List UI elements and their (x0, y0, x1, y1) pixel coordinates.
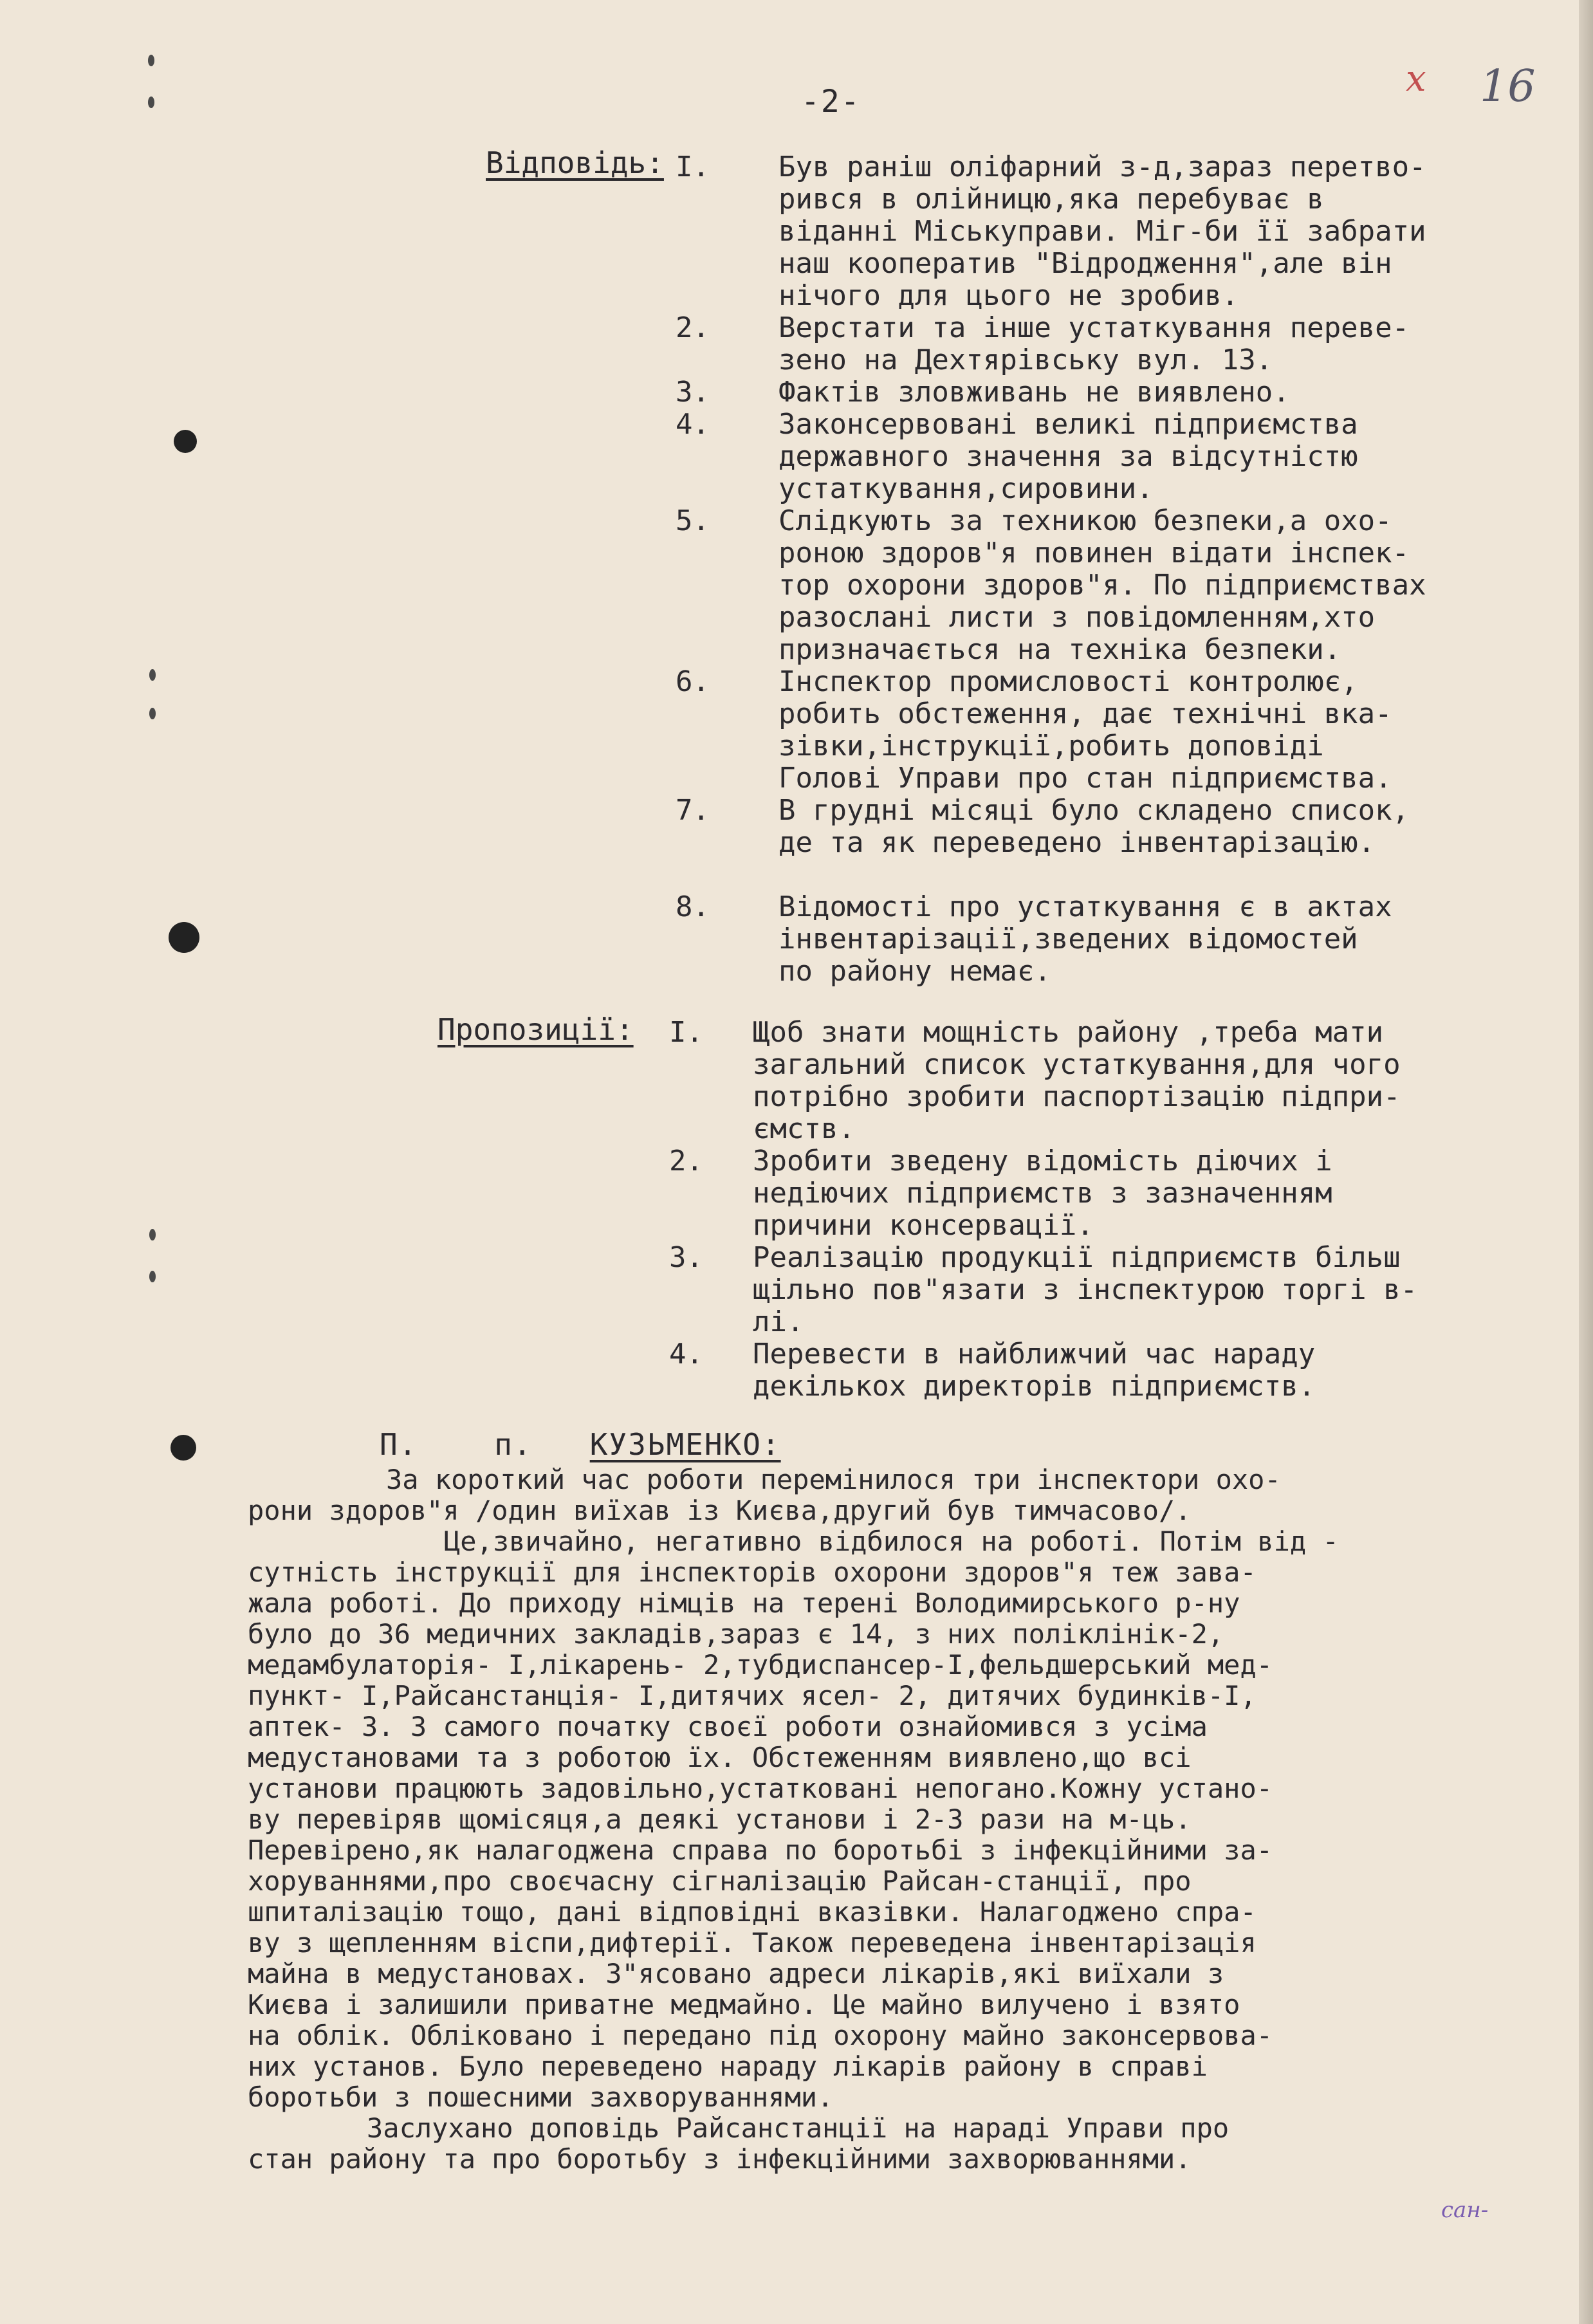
section2-line: ву перевіряв щомісяця,а деякі установи і 2-3 рази на м-ць. (248, 1803, 1192, 1835)
proposals-item-line: Перевести в найближчий час нараду (753, 1338, 1316, 1370)
answers-item-line: зено на Дехтярівську вул. 13. (778, 344, 1273, 376)
answers-item-line: державного значення за відсутністю (778, 440, 1358, 473)
section2-line: ву з щепленням віспи,дифтерії. Також переведена інвентарізація (248, 1927, 1257, 1959)
answers-item-line: робить обстеження, дає технічні вка- (778, 697, 1392, 730)
binding-nick (149, 1229, 156, 1240)
answers-item-line: разослані листи з повідомленням,хто (778, 601, 1376, 634)
answers-item-line: устаткування,сировини. (778, 472, 1154, 505)
section2-line: було до 36 медичних закладів,зараз є 14, з них поліклінік-2, (248, 1618, 1224, 1650)
proposals-item-number: 3. (669, 1241, 703, 1274)
answers-item-number: 6. (676, 665, 710, 698)
answers-item-line: по району немає. (778, 955, 1051, 988)
section2-speaker: КУЗЬМЕНКО: (589, 1427, 781, 1462)
answers-item-line: тор охорони здоров"я. По підприємствах (778, 569, 1426, 602)
section2-line: на облік. Обліковано і передано під охорону майно законсервова- (248, 2020, 1273, 2051)
binding-nick (149, 669, 156, 681)
section2-line: аптек- 3. З самого початку своєї роботи ознайомився з усіма (248, 1711, 1208, 1742)
answers-heading: Відповідь: (486, 145, 664, 180)
section2-prefix: п. (494, 1427, 533, 1462)
proposals-item-line: недіючих підприємств з зазначенням (753, 1177, 1332, 1210)
answers-item-number: 4. (676, 408, 710, 441)
section2-line: За короткий час роботи перемінилося три інспектори охо- (386, 1464, 1281, 1495)
answers-item-line: Фактів зловживань не виявлено. (778, 376, 1290, 409)
section2-line: рони здоров"я /один виїхав із Києва,другий був тимчасово/. (248, 1495, 1192, 1526)
section2-line: майна в медустановах. З"ясовано адреси лікарів,які виїхали з (248, 1958, 1224, 1989)
answers-item-line: нічого для цього не зробив. (778, 279, 1239, 312)
section2-line: Перевірено,як налагоджена справа по боротьбі з інфекційними за- (248, 1834, 1273, 1866)
answers-item-line: зівки,інструкції,робить доповіді (778, 730, 1324, 762)
answers-item-line: Голові Управи про стан підприємства. (778, 762, 1392, 795)
archive-sheet-number: 16 (1480, 61, 1536, 112)
answers-item-number: 3. (676, 376, 710, 409)
section2-line: хоруваннями,про своєчасну сігналізацію Райсан-станції, про (248, 1865, 1192, 1897)
proposals-item-line: причини консервації. (753, 1209, 1094, 1242)
section2-line: сутність інструкції для інспекторів охорони здоров"я теж зава- (248, 1556, 1257, 1588)
proposals-item-line: щільно пов"язати з інспектурою торгі в- (753, 1273, 1418, 1306)
section2-line: жала роботі. До приходу німців на терені Володимирського р-ну (248, 1587, 1240, 1619)
answers-item-line: наш кооператив "Відродження",але він (778, 247, 1392, 280)
binding-nick (149, 1271, 156, 1282)
section2-line: шпиталізацію тощо, дані відповідні вказівки. Налагоджено спра- (248, 1896, 1257, 1928)
section2-line: установи працюють задовільно,устатковані непогано.Кожну устано- (248, 1773, 1273, 1804)
answers-item-number: 2. (676, 311, 710, 344)
section2-line: медамбулаторія- І,лікарень- 2,тубдиспансер-І,фельдшерський мед- (248, 1649, 1273, 1681)
answers-item-line: рився в олійницю,яка перебуває в (778, 183, 1324, 216)
punch-hole (169, 922, 199, 953)
section2-heading (380, 1428, 781, 1461)
section2-line: стан району та про боротьбу з інфекційними захворюваннями. (248, 2143, 1192, 2175)
section2-line: них установ. Було переведено нараду лікарів району в справі (248, 2051, 1208, 2082)
answers-item-line: В грудні місяці було складено список, (778, 794, 1410, 827)
answers-item-line: Був раніш оліфарний з-д,зараз перетво- (778, 151, 1426, 183)
proposals-item-number: І. (669, 1016, 703, 1049)
answers-item-line: Законсервовані великі підприємства (778, 408, 1358, 441)
page-edge (1579, 0, 1593, 2324)
proposals-heading: Пропозиції: (437, 1012, 634, 1047)
answers-item-line: Верстати та інше устаткування переве- (778, 311, 1410, 344)
page-number: -2- (801, 84, 861, 120)
proposals-item-line: декількох директорів підприємств. (753, 1370, 1316, 1403)
section2-line: медустановами та з роботою їх. Обстеженням виявлено,що всі (248, 1742, 1192, 1773)
proposals-item-number: 2. (669, 1145, 703, 1177)
section2-line: пункт- І,Райсанстанція- І,дитячих ясел- 2, дитячих будинків-І, (248, 1680, 1257, 1711)
section2-line: Це,звичайно, негативно відбилося на роботі. Потім від - (444, 1526, 1339, 1557)
answers-item-line: інвентарізації,зведених відомостей (778, 923, 1358, 955)
proposals-item-number: 4. (669, 1338, 703, 1370)
punch-hole (174, 430, 197, 453)
proposals-item-line: загальний список устаткування,для чого (753, 1048, 1401, 1081)
answers-item-line: Інспектор промисловості контролює, (778, 665, 1358, 698)
archive-mark: х (1406, 58, 1426, 100)
section2-roman: П. (380, 1427, 418, 1462)
proposals-item-line: ємств. (753, 1112, 855, 1145)
answers-item-number: 7. (676, 794, 710, 827)
answers-item-line: віданні Міськуправи. Міг-би її забрати (778, 215, 1426, 248)
answers-item-line: де та як переведено інвентарізацію. (778, 826, 1376, 859)
answers-item-line: Відомості про устаткування є в актах (778, 890, 1392, 923)
answers-item-number: І. (676, 151, 710, 183)
answers-item-line: призначається на техніка безпеки. (778, 633, 1341, 666)
binding-nick (148, 55, 154, 66)
binding-nick (148, 97, 154, 108)
proposals-item-line: потрібно зробити паспортізацію підпри- (753, 1080, 1401, 1113)
proposals-item-line: Щоб знати мощність району ,треба мати (753, 1016, 1384, 1049)
answers-item-number: 5. (676, 504, 710, 537)
answers-item-number: 8. (676, 890, 710, 923)
section2-line: Києва і залишили приватне медмайно. Це майно вилучено і взято (248, 1989, 1240, 2020)
binding-nick (149, 708, 156, 719)
punch-hole (170, 1435, 196, 1461)
proposals-item-line: Зробити зведену відомість діючих і (753, 1145, 1332, 1177)
section2-line: Заслухано доповідь Райсанстанції на нараді Управи про (367, 2112, 1229, 2144)
proposals-item-line: лі. (753, 1305, 804, 1338)
handwritten-margin-note: сан- (1441, 2197, 1489, 2223)
answers-item-line: Слідкують за техникою безпеки,а охо- (778, 504, 1392, 537)
proposals-item-line: Реалізацію продукції підприємств більш (753, 1241, 1401, 1274)
section2-line: боротьби з пошесними захворуваннями. (248, 2081, 834, 2113)
answers-item-line: роною здоров"я повинен відати інспек- (778, 537, 1410, 569)
